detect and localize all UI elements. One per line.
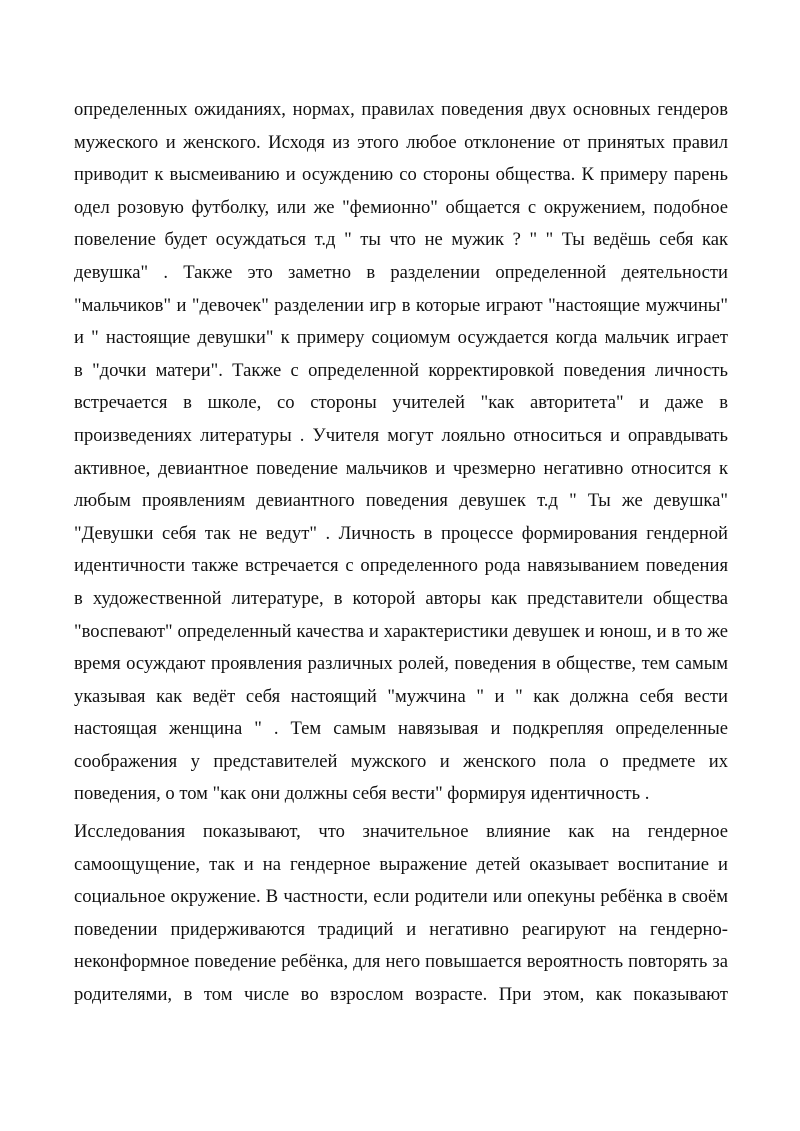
text-line: повеление будет осуждаться т.д " ты что не мужик ? " " Ты ведёшь себя как <box>74 229 728 251</box>
text-line: и " настоящие девушки" к примеру социомум осуждается когда мальчик играет <box>74 327 728 349</box>
text-line: "Девушки себя так не ведут" . Личность в процессе формирования гендерной <box>74 522 728 544</box>
text-line: в художественной литературе, в которой авторы как представители общества <box>74 587 728 609</box>
text-line: идентичности также встречается с определенного рода навязыванием поведения <box>74 555 728 577</box>
text-line: соображения у представителей мужского и женского пола о предмете их <box>74 750 728 772</box>
text-line: Исследования показывают, что значительное влияние как на гендерное <box>74 821 728 842</box>
text-line: "мальчиков" и "девочек" разделении игр в которые играют "настоящие мужчины" <box>74 294 728 316</box>
text-line: произведениях литературы . Учителя могут лояльно относиться и оправдывать <box>74 424 728 446</box>
text-line: время осуждают проявления различных ролей, поведения в обществе, тем самым <box>74 653 728 675</box>
text-line: активное, девиантное поведение мальчиков и чрезмерно негативно относится к <box>74 457 728 479</box>
paragraph-gender-norms <box>74 94 728 811</box>
text-line: приводит к высмеиванию и осуждению со стороны общества. К примеру парень <box>74 164 728 186</box>
text-line: неконформное поведение ребёнка, для него повышается вероятность повторять за <box>74 951 728 973</box>
paragraph-research <box>74 816 728 1012</box>
text-line: "воспевают" определенный качества и характеристики девушек и юнош, и в то же <box>74 620 728 642</box>
text-line: в "дочки матери". Также с определенной корректировкой поведения личность <box>74 359 728 381</box>
text-line: указывая как ведёт себя настоящий "мужчина " и " как должна себя вести <box>74 685 728 707</box>
text-line: самоощущение, так и на гендерное выражение детей оказывает воспитание и <box>74 853 728 875</box>
text-line: любым проявлениям девиантного поведения девушек т.д " Ты же девушка" <box>74 490 728 512</box>
text-line: определенных ожиданиях, нормах, правилах поведения двух основных гендеров <box>74 99 728 120</box>
text-line: родителями, в том числе во взрослом возрасте. При этом, как показывают <box>74 983 728 1005</box>
text-line: встречается в школе, со стороны учителей "как авторитета" и даже в <box>74 392 728 414</box>
text-line: настоящая женщина " . Тем самым навязывая и подкрепляя определенные <box>74 718 728 740</box>
text-line: мужеского и женского. Исходя из этого любое отклонение от принятых правил <box>74 131 728 153</box>
text-line: девушка" . Также это заметно в разделении определенной деятельности <box>74 261 728 283</box>
text-line: поведении придерживаются традиций и негативно реагируют на гендерно- <box>74 918 728 940</box>
text-line: социальное окружение. В частности, если родители или опекуны ребёнка в своём <box>74 886 728 908</box>
text-line: одел розовую футболку, или же "фемионно" общается с окружением, подобное <box>74 196 728 218</box>
text-line: поведения, о том "как они должны себя вести" формируя идентичность . <box>74 783 650 805</box>
